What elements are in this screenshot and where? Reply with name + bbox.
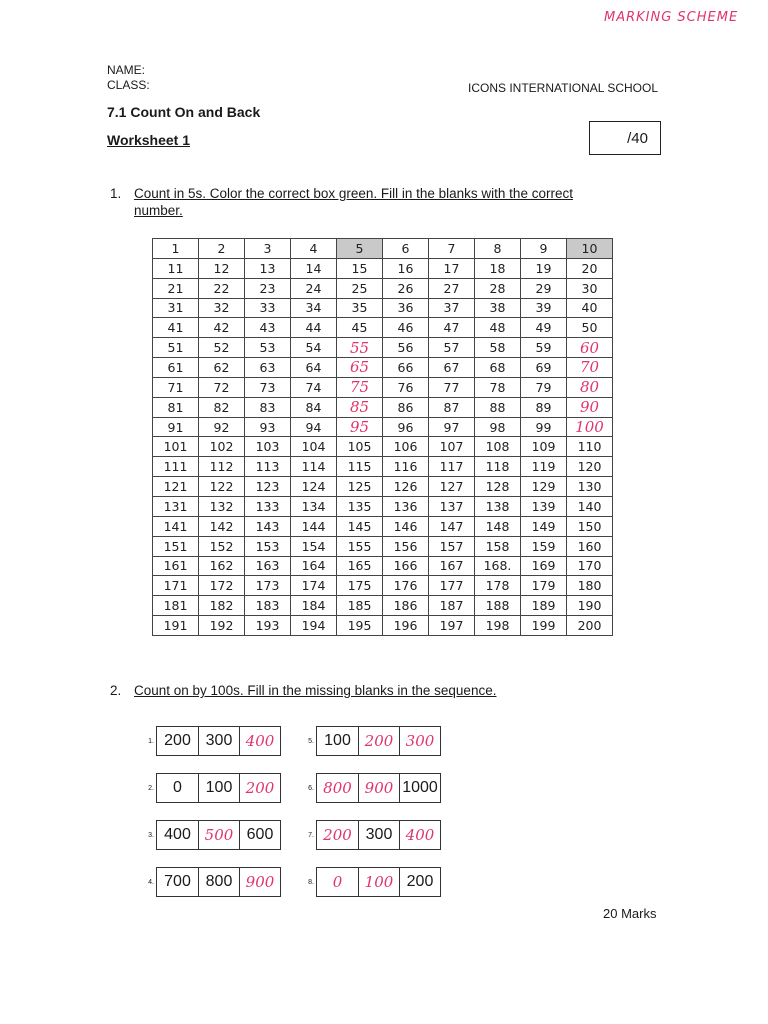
- chart-cell: 186: [383, 596, 429, 616]
- chart-cell: 184: [291, 596, 337, 616]
- sequence-given-box: 1000: [399, 774, 440, 802]
- chart-cell: 60: [567, 338, 613, 358]
- chart-cell: 31: [153, 298, 199, 318]
- chart-cell: 79: [521, 377, 567, 397]
- chart-cell: 98: [475, 417, 521, 437]
- chart-cell: 145: [337, 516, 383, 536]
- chart-cell: 171: [153, 576, 199, 596]
- chart-row: [153, 377, 613, 397]
- sequence-boxes: [316, 867, 441, 897]
- chart-cell: 28: [475, 278, 521, 298]
- chart-cell: 95: [337, 417, 383, 437]
- chart-cell: 94: [291, 417, 337, 437]
- chart-row: [153, 397, 613, 417]
- chart-cell: 181: [153, 596, 199, 616]
- chart-cell: 187: [429, 596, 475, 616]
- question-1: [110, 186, 670, 220]
- chart-cell: 68: [475, 358, 521, 378]
- sequence-answer-box: 200: [358, 727, 399, 755]
- chart-cell: 113: [245, 457, 291, 477]
- chart-cell: 141: [153, 516, 199, 536]
- chart-cell: 85: [337, 397, 383, 417]
- chart-cell: 35: [337, 298, 383, 318]
- total-marks: 20 Marks: [603, 906, 657, 921]
- chart-cell: 167: [429, 556, 475, 576]
- chart-cell: 93: [245, 417, 291, 437]
- sequence-number: 7.: [308, 831, 314, 839]
- sequence-number: 1.: [148, 737, 154, 745]
- chart-cell: 144: [291, 516, 337, 536]
- chart-cell: 169: [521, 556, 567, 576]
- chart-cell: 192: [199, 616, 245, 636]
- chart-cell: 176: [383, 576, 429, 596]
- chart-cell: 120: [567, 457, 613, 477]
- chart-cell: 7: [429, 239, 475, 259]
- sequence-given-box: 0: [173, 779, 182, 796]
- chart-cell: 160: [567, 536, 613, 556]
- chart-cell: 39: [521, 298, 567, 318]
- chart-cell: 116: [383, 457, 429, 477]
- chart-row: [153, 239, 613, 259]
- chart-cell: 70: [567, 358, 613, 378]
- sequence-given-box: 100: [198, 774, 239, 802]
- chart-cell: 182: [199, 596, 245, 616]
- chart-cell: 73: [245, 377, 291, 397]
- chart-cell: 49: [521, 318, 567, 338]
- chart-cell: 9: [521, 239, 567, 259]
- chart-cell: 168.: [475, 556, 521, 576]
- chart-cell: 178: [475, 576, 521, 596]
- chart-cell: 157: [429, 536, 475, 556]
- chart-cell: 96: [383, 417, 429, 437]
- chart-cell: 77: [429, 377, 475, 397]
- chart-cell: 130: [567, 477, 613, 497]
- chart-row: [153, 318, 613, 338]
- sequence-item: [140, 867, 281, 897]
- chart-cell: 139: [521, 496, 567, 516]
- sequence-answer-box: 400: [239, 727, 280, 755]
- chart-cell: 23: [245, 278, 291, 298]
- chart-cell: 161: [153, 556, 199, 576]
- sequence-answer-box: 800: [323, 779, 352, 797]
- chart-cell: 19: [521, 258, 567, 278]
- chart-cell: 34: [291, 298, 337, 318]
- chart-cell: 175: [337, 576, 383, 596]
- chart-cell: 71: [153, 377, 199, 397]
- sequence-number: 5.: [308, 737, 314, 745]
- chart-cell: 55: [337, 338, 383, 358]
- chart-row: [153, 437, 613, 457]
- chart-cell: 117: [429, 457, 475, 477]
- chart-cell: 88: [475, 397, 521, 417]
- chart-cell: 63: [245, 358, 291, 378]
- chart-cell: 126: [383, 477, 429, 497]
- chart-cell: 10: [567, 239, 613, 259]
- chart-cell: 90: [567, 397, 613, 417]
- chart-cell: 5: [337, 239, 383, 259]
- chart-cell: 72: [199, 377, 245, 397]
- chart-cell: 132: [199, 496, 245, 516]
- sequence-given-box: 600: [239, 821, 280, 849]
- chart-cell: 127: [429, 477, 475, 497]
- chart-row: [153, 596, 613, 616]
- chart-cell: 125: [337, 477, 383, 497]
- chart-cell: 150: [567, 516, 613, 536]
- sequence-answer-box: 300: [399, 727, 440, 755]
- chart-cell: 30: [567, 278, 613, 298]
- chart-cell: 177: [429, 576, 475, 596]
- sequence-boxes: [156, 773, 281, 803]
- chart-row: [153, 338, 613, 358]
- chart-row: [153, 417, 613, 437]
- sequence-item: [300, 726, 441, 756]
- sequence-answer-box: 200: [239, 774, 280, 802]
- sequence-number: 4.: [148, 878, 154, 886]
- chart-cell: 109: [521, 437, 567, 457]
- sequence-number: 6.: [308, 784, 314, 792]
- chart-cell: 62: [199, 358, 245, 378]
- chart-cell: 46: [383, 318, 429, 338]
- chart-cell: 54: [291, 338, 337, 358]
- chart-cell: 37: [429, 298, 475, 318]
- chart-cell: 104: [291, 437, 337, 457]
- chart-cell: 110: [567, 437, 613, 457]
- chart-cell: 97: [429, 417, 475, 437]
- chart-cell: 87: [429, 397, 475, 417]
- chart-cell: 159: [521, 536, 567, 556]
- chart-cell: 91: [153, 417, 199, 437]
- sequence-given-box: 300: [198, 727, 239, 755]
- sequence-answer-box: 100: [358, 868, 399, 896]
- chart-cell: 114: [291, 457, 337, 477]
- chart-cell: 65: [337, 358, 383, 378]
- chart-cell: 118: [475, 457, 521, 477]
- chart-cell: 45: [337, 318, 383, 338]
- chart-row: [153, 536, 613, 556]
- chart-cell: 83: [245, 397, 291, 417]
- chart-cell: 59: [521, 338, 567, 358]
- chart-row: [153, 278, 613, 298]
- chart-cell: 173: [245, 576, 291, 596]
- marking-scheme-note: MARKING SCHEME: [604, 10, 739, 25]
- chart-cell: 131: [153, 496, 199, 516]
- chart-cell: 44: [291, 318, 337, 338]
- chart-cell: 129: [521, 477, 567, 497]
- chart-cell: 179: [521, 576, 567, 596]
- sequence-item: [300, 867, 441, 897]
- chart-cell: 36: [383, 298, 429, 318]
- question-2: [110, 683, 670, 701]
- chart-cell: 135: [337, 496, 383, 516]
- sequence-answer-box: 200: [323, 826, 352, 844]
- chart-cell: 199: [521, 616, 567, 636]
- class-label: CLASS:: [107, 78, 150, 92]
- chart-cell: 158: [475, 536, 521, 556]
- chart-cell: 12: [199, 258, 245, 278]
- chart-cell: 17: [429, 258, 475, 278]
- chart-cell: 14: [291, 258, 337, 278]
- chart-cell: 29: [521, 278, 567, 298]
- question-1-number: 1.: [110, 186, 122, 201]
- chart-cell: 47: [429, 318, 475, 338]
- chart-cell: 162: [199, 556, 245, 576]
- sequence-column-right: [300, 726, 441, 914]
- chart-cell: 134: [291, 496, 337, 516]
- chart-cell: 81: [153, 397, 199, 417]
- chart-cell: 189: [521, 596, 567, 616]
- chart-cell: 193: [245, 616, 291, 636]
- chart-cell: 155: [337, 536, 383, 556]
- chart-cell: 107: [429, 437, 475, 457]
- chart-cell: 185: [337, 596, 383, 616]
- chart-cell: 16: [383, 258, 429, 278]
- chart-cell: 166: [383, 556, 429, 576]
- sequence-answer-box: 0: [332, 873, 343, 891]
- sequence-given-box: 300: [358, 821, 399, 849]
- chart-cell: 86: [383, 397, 429, 417]
- sequence-item: [140, 726, 281, 756]
- chart-row: [153, 576, 613, 596]
- sequence-given-box: 200: [164, 732, 191, 749]
- chart-cell: 170: [567, 556, 613, 576]
- chart-row: [153, 258, 613, 278]
- name-label: NAME:: [107, 63, 146, 77]
- chart-cell: 183: [245, 596, 291, 616]
- chart-cell: 15: [337, 258, 383, 278]
- question-1-text-line2: number.: [134, 203, 183, 218]
- chart-cell: 82: [199, 397, 245, 417]
- chart-cell: 13: [245, 258, 291, 278]
- sequence-given-box: 100: [324, 732, 351, 749]
- chart-cell: 84: [291, 397, 337, 417]
- chart-cell: 11: [153, 258, 199, 278]
- chart-cell: 163: [245, 556, 291, 576]
- chart-cell: 48: [475, 318, 521, 338]
- chart-cell: 106: [383, 437, 429, 457]
- chart-cell: 78: [475, 377, 521, 397]
- chart-cell: 61: [153, 358, 199, 378]
- chart-cell: 200: [567, 616, 613, 636]
- chart-cell: 115: [337, 457, 383, 477]
- sequence-answer-box: 900: [239, 868, 280, 896]
- chart-row: [153, 616, 613, 636]
- school-name: ICONS INTERNATIONAL SCHOOL: [468, 81, 659, 95]
- chart-cell: 142: [199, 516, 245, 536]
- chart-cell: 8: [475, 239, 521, 259]
- chart-cell: 40: [567, 298, 613, 318]
- chart-cell: 32: [199, 298, 245, 318]
- chart-cell: 196: [383, 616, 429, 636]
- chart-cell: 64: [291, 358, 337, 378]
- chart-row: [153, 516, 613, 536]
- chart-cell: 112: [199, 457, 245, 477]
- chart-row: [153, 358, 613, 378]
- chart-cell: 102: [199, 437, 245, 457]
- chart-cell: 153: [245, 536, 291, 556]
- sequence-answer-box: 900: [358, 774, 399, 802]
- question-2-number: 2.: [110, 683, 122, 698]
- chart-cell: 165: [337, 556, 383, 576]
- chart-row: [153, 556, 613, 576]
- sequence-number: 8.: [308, 878, 314, 886]
- chart-cell: 152: [199, 536, 245, 556]
- chart-cell: 121: [153, 477, 199, 497]
- chart-row: [153, 298, 613, 318]
- chart-cell: 197: [429, 616, 475, 636]
- sequence-column-left: [140, 726, 281, 914]
- sequence-given-box: 800: [198, 868, 239, 896]
- worksheet-title: Worksheet 1: [107, 132, 190, 148]
- sequence-boxes: [316, 820, 441, 850]
- chart-cell: 38: [475, 298, 521, 318]
- sequence-number: 2.: [148, 784, 154, 792]
- chart-cell: 119: [521, 457, 567, 477]
- hundred-chart: [152, 238, 613, 636]
- chart-cell: 124: [291, 477, 337, 497]
- chart-cell: 190: [567, 596, 613, 616]
- chart-cell: 41: [153, 318, 199, 338]
- chart-cell: 25: [337, 278, 383, 298]
- chart-cell: 111: [153, 457, 199, 477]
- chart-cell: 27: [429, 278, 475, 298]
- question-2-text: Count on by 100s. Fill in the missing blanks in the sequence.: [134, 683, 497, 698]
- chart-cell: 103: [245, 437, 291, 457]
- chart-cell: 137: [429, 496, 475, 516]
- chart-cell: 1: [153, 239, 199, 259]
- sequence-given-box: 700: [164, 873, 191, 890]
- chart-cell: 198: [475, 616, 521, 636]
- chart-cell: 89: [521, 397, 567, 417]
- chart-cell: 136: [383, 496, 429, 516]
- lesson-title: 7.1 Count On and Back: [107, 104, 261, 120]
- chart-cell: 51: [153, 338, 199, 358]
- chart-cell: 92: [199, 417, 245, 437]
- chart-cell: 26: [383, 278, 429, 298]
- chart-cell: 24: [291, 278, 337, 298]
- chart-cell: 43: [245, 318, 291, 338]
- chart-cell: 4: [291, 239, 337, 259]
- chart-cell: 74: [291, 377, 337, 397]
- sequence-boxes: [156, 820, 281, 850]
- sequence-answer-box: 500: [198, 821, 239, 849]
- chart-cell: 180: [567, 576, 613, 596]
- sequence-boxes: [316, 726, 441, 756]
- sequence-item: [140, 820, 281, 850]
- chart-cell: 143: [245, 516, 291, 536]
- chart-cell: 194: [291, 616, 337, 636]
- chart-cell: 188: [475, 596, 521, 616]
- chart-cell: 123: [245, 477, 291, 497]
- chart-cell: 99: [521, 417, 567, 437]
- chart-cell: 6: [383, 239, 429, 259]
- sequence-item: [300, 820, 441, 850]
- sequence-boxes: [316, 773, 441, 803]
- chart-cell: 3: [245, 239, 291, 259]
- chart-cell: 20: [567, 258, 613, 278]
- chart-cell: 18: [475, 258, 521, 278]
- chart-cell: 75: [337, 377, 383, 397]
- sequence-item: [300, 773, 441, 803]
- chart-cell: 138: [475, 496, 521, 516]
- sequence-item: [140, 773, 281, 803]
- chart-cell: 58: [475, 338, 521, 358]
- sequence-given-box: 400: [164, 826, 191, 843]
- chart-cell: 101: [153, 437, 199, 457]
- chart-cell: 128: [475, 477, 521, 497]
- chart-cell: 80: [567, 377, 613, 397]
- chart-cell: 52: [199, 338, 245, 358]
- chart-cell: 147: [429, 516, 475, 536]
- chart-cell: 57: [429, 338, 475, 358]
- chart-cell: 146: [383, 516, 429, 536]
- chart-cell: 140: [567, 496, 613, 516]
- chart-cell: 164: [291, 556, 337, 576]
- chart-cell: 133: [245, 496, 291, 516]
- chart-row: [153, 477, 613, 497]
- chart-cell: 148: [475, 516, 521, 536]
- chart-cell: 191: [153, 616, 199, 636]
- chart-cell: 195: [337, 616, 383, 636]
- sequence-boxes: [156, 726, 281, 756]
- question-1-text-line1: Count in 5s. Color the correct box green. Fill in the blanks with the correct: [134, 186, 573, 201]
- chart-cell: 21: [153, 278, 199, 298]
- chart-cell: 22: [199, 278, 245, 298]
- chart-cell: 122: [199, 477, 245, 497]
- chart-cell: 151: [153, 536, 199, 556]
- chart-cell: 105: [337, 437, 383, 457]
- chart-cell: 100: [567, 417, 613, 437]
- chart-cell: 156: [383, 536, 429, 556]
- chart-cell: 42: [199, 318, 245, 338]
- chart-cell: 53: [245, 338, 291, 358]
- chart-cell: 50: [567, 318, 613, 338]
- chart-row: [153, 496, 613, 516]
- chart-cell: 172: [199, 576, 245, 596]
- chart-cell: 149: [521, 516, 567, 536]
- chart-cell: 76: [383, 377, 429, 397]
- chart-cell: 154: [291, 536, 337, 556]
- sequence-answer-box: 400: [399, 821, 440, 849]
- chart-row: [153, 457, 613, 477]
- chart-cell: 174: [291, 576, 337, 596]
- chart-cell: 33: [245, 298, 291, 318]
- chart-cell: 2: [199, 239, 245, 259]
- sequence-number: 3.: [148, 831, 154, 839]
- chart-cell: 66: [383, 358, 429, 378]
- chart-cell: 108: [475, 437, 521, 457]
- sequence-given-box: 200: [399, 868, 440, 896]
- chart-cell: 69: [521, 358, 567, 378]
- chart-cell: 56: [383, 338, 429, 358]
- sequence-boxes: [156, 867, 281, 897]
- score-box: /40: [589, 121, 661, 155]
- chart-cell: 67: [429, 358, 475, 378]
